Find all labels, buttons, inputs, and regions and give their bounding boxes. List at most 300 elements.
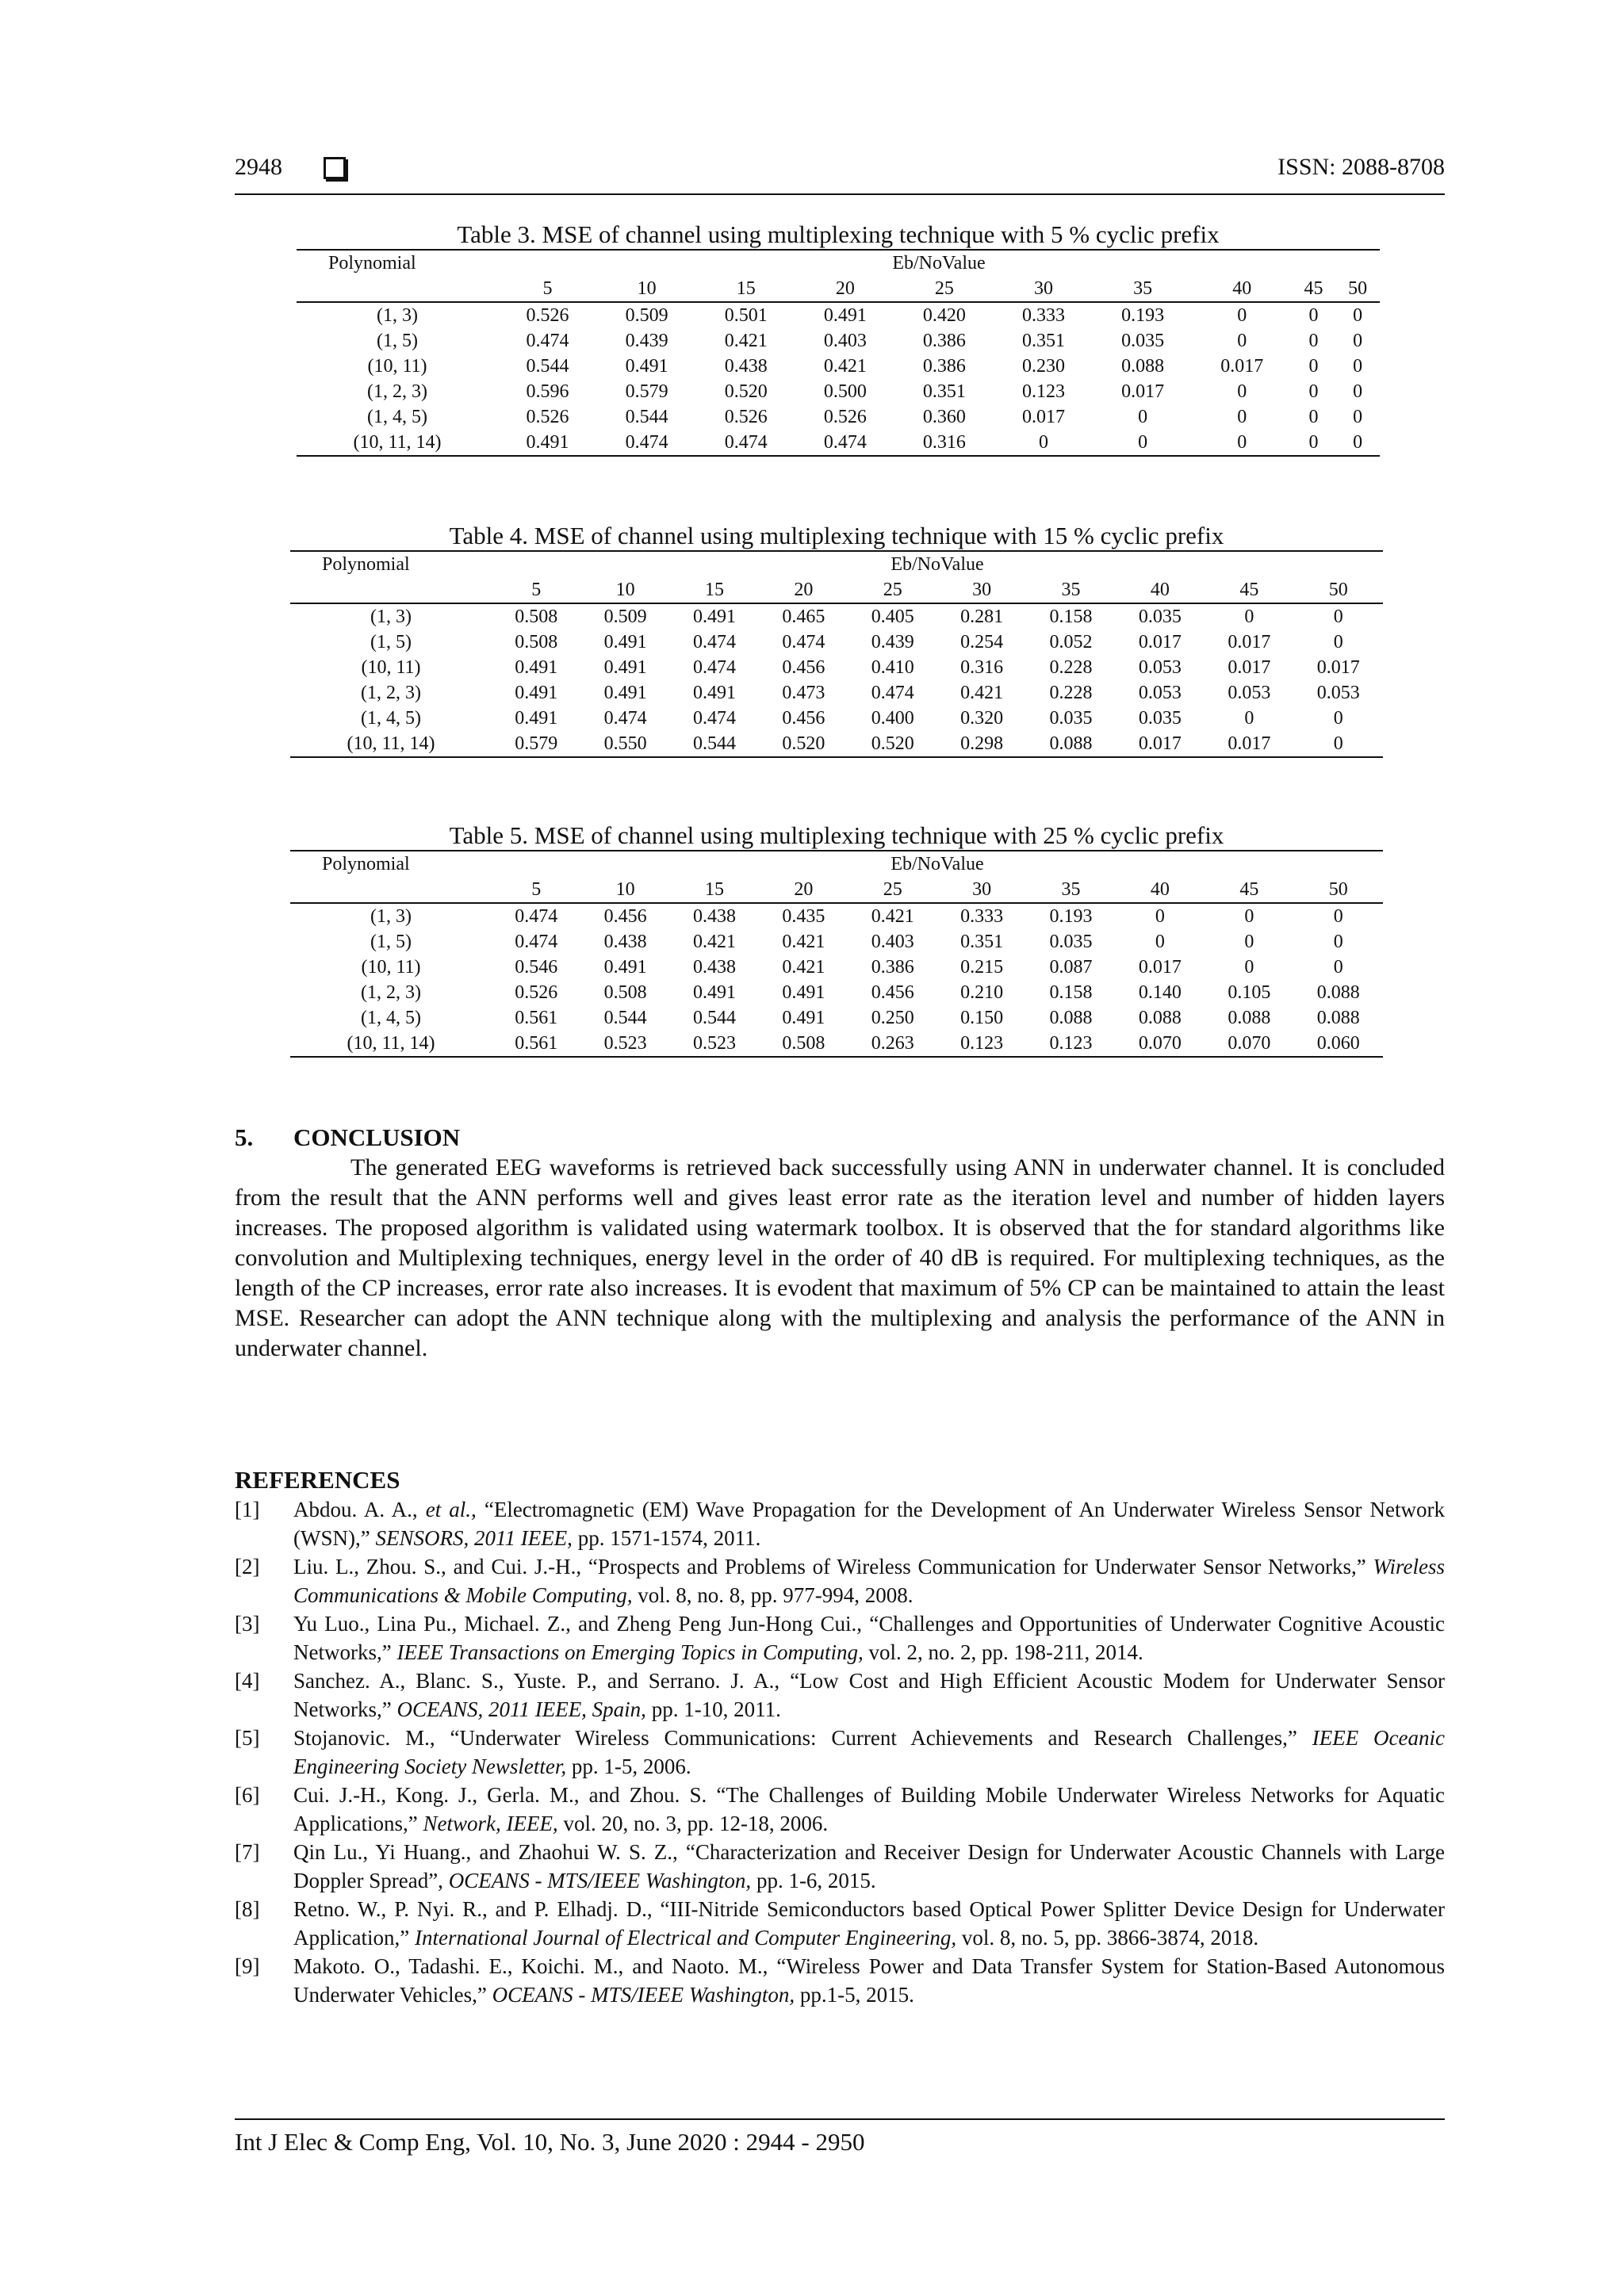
- table-cell: 0.579: [625, 381, 668, 402]
- table-cell: 0.060: [1294, 1031, 1383, 1057]
- table-cell: 0.420: [922, 305, 966, 326]
- reference-part: Stojanovic. M., “Underwater Wireless Communications: Current Achievements and Research Challenges,”: [293, 1726, 1312, 1750]
- row-polynomial: (1, 4, 5): [361, 1008, 421, 1028]
- table-cell: 0.561: [515, 1008, 558, 1028]
- col-header-polynomial: Polynomial: [290, 851, 492, 877]
- row-polynomial: (1, 2, 3): [367, 381, 427, 402]
- table-row: [290, 731, 1383, 757]
- reference-text: [293, 1609, 1445, 1667]
- column-header: 25: [848, 577, 937, 603]
- table-cell: 0.421: [871, 906, 914, 927]
- reference-part: Sanchez. A., Blanc. S., Yuste. P., and Serrano. J. A., “Low Cost and High Efficient Acoustic Modem for Underwater Sensor Networks,”: [293, 1669, 1445, 1721]
- table-cell: 0.281: [960, 607, 1004, 627]
- table-cell: 0.523: [580, 1031, 669, 1057]
- table-5: [290, 821, 1383, 1058]
- table-cell: 0.052: [1049, 632, 1093, 652]
- table-cell: 0: [1353, 331, 1363, 351]
- table-cell: 0.435: [782, 906, 825, 927]
- reference-number: [1]: [235, 1498, 260, 1521]
- reference-part: vol. 20, no. 3, pp. 12-18, 2006.: [557, 1812, 829, 1835]
- table-cell: 0: [1294, 731, 1383, 757]
- column-header: 45: [1205, 877, 1293, 903]
- references-section: [235, 1465, 1445, 2009]
- row-polynomial: (10, 11): [367, 356, 427, 377]
- column-header: 20: [759, 577, 848, 603]
- column-header: 20: [795, 276, 894, 302]
- column-header: 30: [937, 577, 1026, 603]
- section-number: 5.: [235, 1123, 254, 1151]
- table-4: [290, 522, 1383, 758]
- table-cell: 0: [1308, 356, 1319, 377]
- reference-part: Cui. J.-H., Kong. J., Gerla. M., and Zhou. S. “The Challenges of Building Mobile Underwater Wireless Networks for Aquatic Applications,”: [293, 1783, 1445, 1835]
- table-row: [290, 655, 1383, 680]
- table-cell: 0.017: [1228, 632, 1271, 652]
- table-cell: 0.193: [1049, 906, 1093, 927]
- table-cell: 0.491: [603, 957, 647, 978]
- table-cell: 0.017: [1116, 731, 1205, 757]
- table-cell: 0: [1333, 932, 1343, 952]
- column-header: 10: [580, 877, 669, 903]
- table-cell: 0.509: [603, 607, 647, 627]
- row-polynomial: (10, 11, 14): [290, 731, 492, 757]
- table-cell: 0.193: [1121, 305, 1165, 326]
- table-cell: 0.508: [515, 632, 558, 652]
- reference-part: pp. 1-10, 2011.: [645, 1697, 781, 1721]
- row-polynomial: (10, 11, 14): [290, 1031, 492, 1057]
- table-cell: 0.123: [1022, 381, 1066, 402]
- table-cell: 0.017: [1228, 657, 1271, 678]
- table-cell: 0.438: [724, 356, 768, 377]
- reference-list: [235, 1495, 1445, 2009]
- table-cell: 0: [1155, 906, 1165, 927]
- table-cell: 0.526: [823, 407, 867, 427]
- table-cell: 0.070: [1116, 1031, 1205, 1057]
- issn: ISSN: 2088-8708: [1277, 154, 1445, 180]
- table-cell: 0.320: [960, 708, 1004, 729]
- row-polynomial: (1, 5): [370, 932, 412, 952]
- header-row: [290, 577, 1383, 603]
- table-cell: 0.474: [692, 708, 736, 729]
- reference-item: [235, 1838, 1445, 1895]
- reference-item: [235, 1495, 1445, 1552]
- reference-part: vol. 8, no. 8, pp. 977-994, 2008.: [632, 1583, 914, 1607]
- table-caption: Table 3. MSE of channel using multiplexing technique with 5 % cyclic prefix: [457, 220, 1220, 248]
- table-cell: 0: [1237, 381, 1247, 402]
- table-row: [290, 680, 1383, 706]
- table-row: [290, 929, 1383, 955]
- reference-italic: IEEE Oceanic Engineering Society Newsletter,: [293, 1726, 1445, 1778]
- reference-part: pp. 1-5, 2006.: [566, 1755, 691, 1778]
- table-cell: 0.351: [922, 381, 966, 402]
- table-cell: 0.474: [515, 906, 558, 927]
- reference-italic: Wireless Communications & Mobile Computing,: [293, 1555, 1445, 1607]
- reference-item: [235, 1667, 1445, 1724]
- table-cell: 0.105: [1228, 982, 1271, 1003]
- table-cell: 0: [1333, 708, 1343, 729]
- table-row: [290, 1031, 1383, 1057]
- table-cell: 0.526: [724, 407, 768, 427]
- table-cell: 0.491: [692, 683, 736, 703]
- table-cell: 0.228: [1049, 657, 1093, 678]
- header-spacer: [290, 877, 492, 903]
- row-polynomial: (1, 5): [370, 632, 412, 652]
- table-cell: 0: [1353, 305, 1363, 326]
- reference-italic: IEEE Transactions on Emerging Topics in Computing,: [396, 1640, 864, 1664]
- table-cell: 0.035: [1049, 932, 1093, 952]
- header-row: [290, 851, 1383, 877]
- table-cell: 0.158: [1049, 607, 1093, 627]
- reference-part: Retno. W., P. Nyi. R., and P. Elhadj. D., “III-Nitride Semiconductors based Optical Power Splitter Device Design for Underwater Application,”: [293, 1897, 1445, 1950]
- column-header: 25: [848, 877, 937, 903]
- table-cell: 0.491: [603, 683, 647, 703]
- reference-number: [5]: [235, 1726, 260, 1750]
- table-row: [290, 1005, 1383, 1031]
- table-cell: 0.053: [1228, 683, 1271, 703]
- row-polynomial: (1, 3): [377, 305, 418, 326]
- header-spacer: [297, 276, 498, 302]
- table-cell: 0.526: [526, 305, 569, 326]
- header-spacer: [290, 577, 492, 603]
- reference-item: [235, 1724, 1445, 1781]
- table-cell: 0: [1333, 906, 1343, 927]
- table-cell: 0: [1333, 632, 1343, 652]
- table-cell: 0.250: [871, 1008, 914, 1028]
- column-header: 30: [937, 877, 1026, 903]
- reference-italic: Network, IEEE,: [423, 1812, 558, 1835]
- conclusion-section: [235, 1123, 1445, 1364]
- table-cell: 0: [1237, 407, 1247, 427]
- table-row: [297, 404, 1380, 430]
- table-cell: 0.140: [1138, 982, 1182, 1003]
- column-header: 10: [580, 577, 669, 603]
- table-cell: 0.088: [1026, 731, 1115, 757]
- table-cell: 0.509: [625, 305, 668, 326]
- table-cell: 0.298: [937, 731, 1026, 757]
- table-cell: 0.088: [1049, 1008, 1093, 1028]
- reference-part: Yu Luo., Lina Pu., Michael. Z., and Zheng Peng Jun-Hong Cui., “Challenges and Opportunities of Underwater Cognitive Acoustic Networks,”: [293, 1612, 1445, 1664]
- reference-part: pp.1-5, 2015.: [795, 1983, 914, 2007]
- table-row: [297, 379, 1380, 404]
- table-cell: 0.386: [871, 957, 914, 978]
- table-cell: 0.546: [515, 957, 558, 978]
- table-cell: 0.491: [498, 430, 597, 456]
- table-cell: 0.438: [603, 932, 647, 952]
- table-cell: 0.465: [782, 607, 825, 627]
- table-cell: 0.526: [526, 407, 569, 427]
- table-cell: 0.491: [823, 305, 867, 326]
- reference-text: [293, 1781, 1445, 1838]
- reference-number: [2]: [235, 1555, 260, 1578]
- row-polynomial: (1, 3): [370, 607, 412, 627]
- reference-text: [293, 1724, 1445, 1781]
- table-cell: 0.017: [1022, 407, 1066, 427]
- table-cell: 0.474: [692, 657, 736, 678]
- table-cell: 0.421: [724, 331, 768, 351]
- table-cell: 0.210: [960, 982, 1004, 1003]
- column-header: 15: [670, 877, 759, 903]
- table-cell: 0.150: [960, 1008, 1004, 1028]
- table-cell: 0: [1155, 932, 1165, 952]
- row-polynomial: (10, 11): [361, 957, 421, 978]
- column-header: 40: [1116, 877, 1205, 903]
- table-cell: 0.351: [1022, 331, 1066, 351]
- table-cell: 0.500: [823, 381, 867, 402]
- column-header: 50: [1294, 577, 1383, 603]
- reference-italic: SENSORS, 2011 IEEE,: [375, 1526, 573, 1550]
- table-cell: 0: [1308, 305, 1319, 326]
- table-row: [290, 980, 1383, 1005]
- table-cell: 0.491: [515, 708, 558, 729]
- table-cell: 0.254: [960, 632, 1004, 652]
- table-cell: 0.508: [759, 1031, 848, 1057]
- table-cell: 0.474: [515, 932, 558, 952]
- table-cell: 0.526: [515, 982, 558, 1003]
- reference-part: Makoto. O., Tadashi. E., Koichi. M., and Naoto. M., “Wireless Power and Data Transfer System for Station-Based Autonomous Underwater Vehicles,”: [293, 1954, 1445, 2007]
- table-cell: 0.523: [670, 1031, 759, 1057]
- table-cell: 0.158: [1049, 982, 1093, 1003]
- table-cell: 0.017: [1138, 957, 1182, 978]
- table-3: [297, 220, 1380, 457]
- reference-part: Qin Lu., Yi Huang., and Zhaohui W. S. Z., “Characterization and Receiver Design for Underwater Acoustic Channels with Large Doppler Spread”,: [293, 1840, 1445, 1892]
- table-cell: 0.544: [625, 407, 668, 427]
- table-cell: 0.474: [696, 430, 795, 456]
- table-cell: 0: [1353, 381, 1363, 402]
- table-cell: 0.474: [692, 632, 736, 652]
- reference-text: [293, 1552, 1445, 1609]
- mse-table: [290, 850, 1383, 1058]
- table-cell: 0.088: [1316, 1008, 1360, 1028]
- table-cell: 0.405: [871, 607, 914, 627]
- table-cell: 0.351: [960, 932, 1004, 952]
- table-cell: 0.550: [580, 731, 669, 757]
- reference-italic: International Journal of Electrical and Computer Engineering,: [414, 1926, 957, 1950]
- row-polynomial: (1, 4, 5): [361, 708, 421, 729]
- table-cell: 0.520: [759, 731, 848, 757]
- table-cell: 0: [1237, 331, 1247, 351]
- table-cell: 0.474: [782, 632, 825, 652]
- reference-number: [7]: [235, 1840, 260, 1864]
- reference-item: [235, 1952, 1445, 2009]
- table-cell: 0.215: [960, 957, 1004, 978]
- table-cell: 0.017: [1138, 632, 1182, 652]
- table-cell: 0.017: [1316, 657, 1360, 678]
- reference-item: [235, 1781, 1445, 1838]
- table-cell: 0.474: [871, 683, 914, 703]
- column-header: 15: [670, 577, 759, 603]
- row-polynomial: (1, 5): [377, 331, 418, 351]
- page-header: [235, 154, 1445, 195]
- col-header-group: Eb/NoValue: [492, 551, 1383, 577]
- table-cell: 0.017: [1220, 356, 1264, 377]
- row-polynomial: (1, 4, 5): [367, 407, 427, 427]
- table-cell: 0: [1094, 430, 1193, 456]
- table-cell: 0.438: [692, 906, 736, 927]
- mse-table: [297, 249, 1380, 457]
- table-cell: 0: [1244, 607, 1254, 627]
- table-caption: Table 4. MSE of channel using multiplexing technique with 15 % cyclic prefix: [449, 522, 1224, 549]
- table-cell: 0.403: [871, 932, 914, 952]
- table-cell: 0.333: [1022, 305, 1066, 326]
- reference-item: [235, 1609, 1445, 1667]
- column-header: 15: [696, 276, 795, 302]
- table-cell: 0.053: [1316, 683, 1360, 703]
- table-cell: 0.456: [782, 657, 825, 678]
- table-row: [297, 328, 1380, 354]
- reference-part: Liu. L., Zhou. S., and Cui. J.-H., “Prospects and Problems of Wireless Communication for Underwater Sensor Networks,”: [293, 1555, 1373, 1578]
- table-cell: 0: [1244, 932, 1254, 952]
- section-heading: [235, 1123, 1445, 1153]
- table-cell: 0: [1308, 381, 1319, 402]
- table-cell: 0.421: [782, 957, 825, 978]
- table-cell: 0.035: [1138, 708, 1182, 729]
- reference-italic: et al.,: [425, 1498, 477, 1521]
- table-cell: 0.508: [603, 982, 647, 1003]
- table-cell: 0.544: [603, 1008, 647, 1028]
- table-cell: 0.035: [1049, 708, 1093, 729]
- reference-italic: OCEANS, 2011 IEEE, Spain,: [396, 1697, 646, 1721]
- table-cell: 0.544: [526, 356, 569, 377]
- row-polynomial: (10, 11): [361, 657, 421, 678]
- table-cell: 0.491: [782, 1008, 825, 1028]
- table-cell: 0.474: [597, 430, 696, 456]
- table-cell: 0: [1244, 906, 1254, 927]
- table-cell: 0.491: [625, 356, 668, 377]
- page-footer: Int J Elec & Comp Eng, Vol. 10, No. 3, June 2020 : 2944 - 2950: [235, 2118, 1445, 2156]
- table-cell: 0.316: [960, 657, 1004, 678]
- table-cell: 0.230: [1022, 356, 1066, 377]
- col-header-polynomial: Polynomial: [290, 551, 492, 577]
- row-polynomial: (10, 11, 14): [297, 430, 498, 456]
- header-row: [290, 551, 1383, 577]
- table-cell: 0.017: [1205, 731, 1293, 757]
- col-header-polynomial: Polynomial: [297, 250, 498, 276]
- references-title: REFERENCES: [235, 1466, 400, 1494]
- table-cell: 0.263: [848, 1031, 937, 1057]
- table-cell: 0.474: [526, 331, 569, 351]
- table-cell: 0: [1335, 430, 1380, 456]
- table-cell: 0.088: [1228, 1008, 1271, 1028]
- mse-table: [290, 550, 1383, 758]
- table-cell: 0.035: [1121, 331, 1165, 351]
- table-cell: 0: [1292, 430, 1336, 456]
- reference-number: [8]: [235, 1897, 260, 1921]
- table-cell: 0.474: [603, 708, 647, 729]
- column-header: 50: [1294, 877, 1383, 903]
- table-row: [290, 706, 1383, 731]
- table-cell: 0: [994, 430, 1093, 456]
- row-polynomial: (1, 2, 3): [361, 982, 421, 1003]
- table-cell: 0.088: [1121, 356, 1165, 377]
- reference-part: Abdou. A. A.,: [293, 1498, 426, 1521]
- row-polynomial: (1, 2, 3): [361, 683, 421, 703]
- table-cell: 0: [1138, 407, 1148, 427]
- table-cell: 0.410: [871, 657, 914, 678]
- table-cell: 0: [1333, 607, 1343, 627]
- table-cell: 0.421: [782, 932, 825, 952]
- section-title: CONCLUSION: [293, 1123, 461, 1151]
- table-cell: 0.439: [625, 331, 668, 351]
- table-cell: 0.421: [960, 683, 1004, 703]
- reference-part: “Electromagnetic (EM) Wave Propagation for the Development of An Underwater Wireless Sensor Network (WSN),”: [293, 1498, 1445, 1550]
- column-header: 25: [894, 276, 994, 302]
- table-cell: 0.544: [670, 731, 759, 757]
- table-cell: 0: [1308, 407, 1319, 427]
- reference-item: [235, 1552, 1445, 1609]
- table-cell: 0: [1308, 331, 1319, 351]
- reference-text: [293, 1667, 1445, 1724]
- table-cell: 0.508: [515, 607, 558, 627]
- table-cell: 0.088: [1138, 1008, 1182, 1028]
- reference-italic: OCEANS - MTS/IEEE Washington,: [448, 1869, 752, 1892]
- table-cell: 0.316: [894, 430, 994, 456]
- column-header: 10: [597, 276, 696, 302]
- row-polynomial: (1, 3): [370, 906, 412, 927]
- table-cell: 0.439: [871, 632, 914, 652]
- table-cell: 0.520: [724, 381, 768, 402]
- reference-number: [3]: [235, 1612, 260, 1636]
- reference-part: vol. 2, no. 2, pp. 198-211, 2014.: [863, 1640, 1143, 1664]
- table-cell: 0.456: [871, 982, 914, 1003]
- table-cell: 0.561: [492, 1031, 580, 1057]
- col-header-group: Eb/NoValue: [492, 851, 1383, 877]
- table-cell: 0.053: [1138, 683, 1182, 703]
- table-cell: 0: [1353, 407, 1363, 427]
- table-cell: 0.017: [1121, 381, 1165, 402]
- table-row: [290, 603, 1383, 629]
- table-cell: 0.386: [922, 356, 966, 377]
- table-cell: 0.501: [724, 305, 768, 326]
- table-row: [297, 430, 1380, 456]
- table-cell: 0.070: [1205, 1031, 1293, 1057]
- conclusion-paragraph: The generated EEG waveforms is retrieved back successfully using ANN in underwater channel. It is concluded from the result that the ANN performs well and gives least error rate as the iteration level and number of hidden layers increases. The proposed algorithm is validated using watermark toolbox. It is observed that the for standard algorithms like convolution and Multiplexing techniques, energy level in the order of 40 dB is required. For multiplexing techniques, as the length of the CP increases, error rate also increases. It is evodent that maximum of 5% CP can be maintained to attain the least MSE. Researcher can adopt the ANN technique along with the multiplexing and analysis the performance of the ANN in underwater channel.: [235, 1154, 1445, 1361]
- table-cell: 0.438: [692, 957, 736, 978]
- table-cell: 0.053: [1138, 657, 1182, 678]
- table-cell: 0.491: [782, 982, 825, 1003]
- header-row: [290, 877, 1383, 903]
- reference-number: [9]: [235, 1954, 260, 1978]
- table-cell: 0.544: [692, 1008, 736, 1028]
- table-cell: 0.596: [526, 381, 569, 402]
- table-row: [290, 955, 1383, 980]
- table-cell: 0.360: [922, 407, 966, 427]
- table-cell: 0: [1333, 957, 1343, 978]
- reference-number: [6]: [235, 1783, 260, 1807]
- table-cell: 0.491: [603, 632, 647, 652]
- reference-part: vol. 8, no. 5, pp. 3866-3874, 2018.: [956, 1926, 1259, 1950]
- column-header: 45: [1292, 276, 1336, 302]
- table-cell: 0.035: [1138, 607, 1182, 627]
- table-cell: 0.421: [823, 356, 867, 377]
- table-cell: 0.491: [692, 982, 736, 1003]
- table-cell: 0.403: [823, 331, 867, 351]
- table-cell: 0.087: [1049, 957, 1093, 978]
- table-row: [297, 354, 1380, 379]
- column-header: 35: [1094, 276, 1193, 302]
- table-cell: 0.456: [782, 708, 825, 729]
- reference-text: [293, 1952, 1445, 2009]
- table-cell: 0.491: [692, 607, 736, 627]
- column-header: 30: [994, 276, 1093, 302]
- column-header: 5: [492, 577, 580, 603]
- table-row: [297, 302, 1380, 328]
- table-cell: 0: [1353, 356, 1363, 377]
- table-cell: 0: [1244, 708, 1254, 729]
- header-row: [297, 276, 1380, 302]
- table-cell: 0: [1237, 305, 1247, 326]
- column-header: 50: [1335, 276, 1380, 302]
- table-cell: 0.491: [515, 657, 558, 678]
- reference-text: [293, 1895, 1445, 1952]
